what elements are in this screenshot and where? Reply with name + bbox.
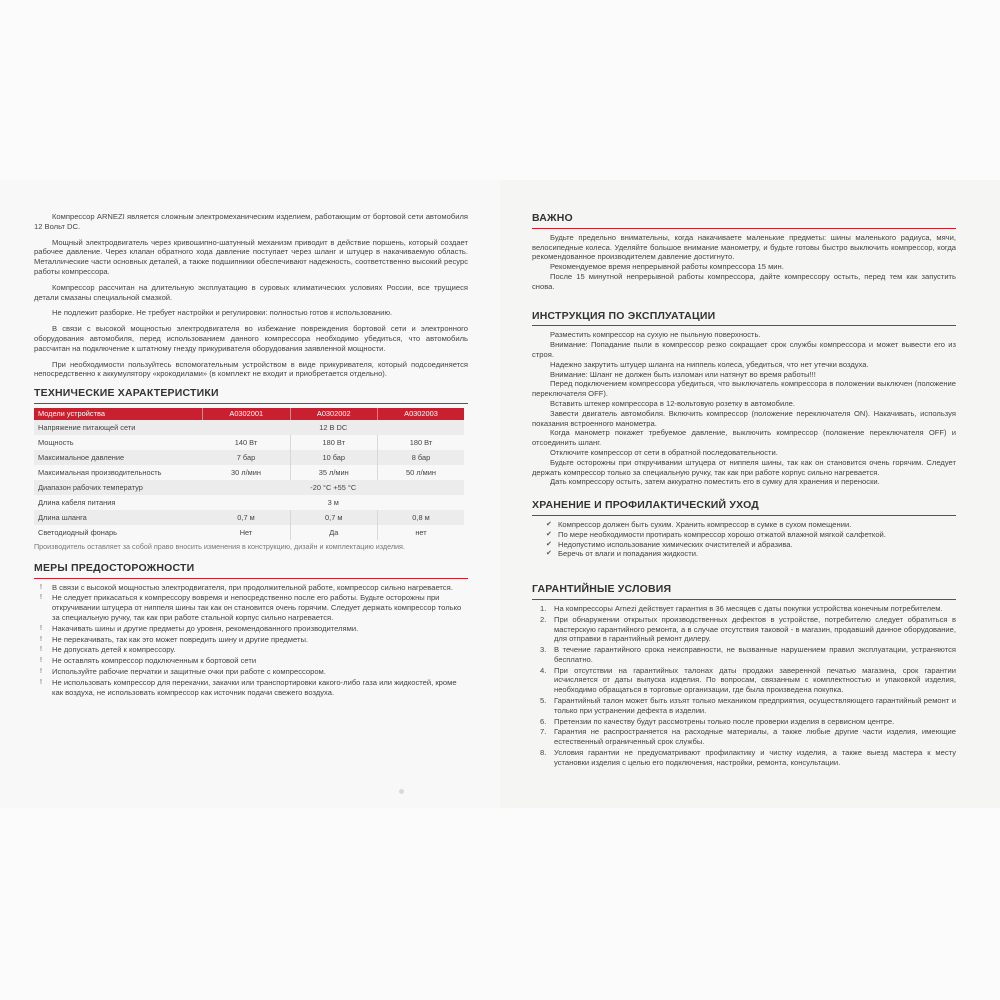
specs-header-cell: Модели устройства: [34, 408, 203, 420]
intro-paragraph: Компрессор рассчитан на длительную эксплуатацию в суровых климатических условиях России, все трущиеся детали смазаны специальной смазкой.: [34, 282, 468, 302]
specs-value: 50 л/мин: [406, 467, 436, 477]
warranty-item: [532, 604, 956, 614]
instruction-step: Когда манометр покажет требуемое давление, выключить компрессор (положение переключателя OFF) и отсоединить шланг.: [532, 428, 956, 448]
specs-label: Диапазон рабочих температур: [34, 480, 203, 495]
caution-text: Не перекачивать, так как это может повредить шину и другие предметы.: [52, 634, 309, 644]
instructions-heading: ИНСТРУКЦИЯ ПО ЭКСПЛУАТАЦИИ: [532, 312, 956, 327]
specs-label: Длина шланга: [34, 510, 203, 525]
caution-item: [34, 593, 468, 622]
checkmark-icon: ✔: [546, 550, 552, 558]
caution-item: [34, 624, 468, 634]
warranty-item: [532, 696, 956, 716]
specs-value: 7 бар: [203, 450, 291, 465]
caution-item: [34, 678, 468, 698]
specs-row: [34, 465, 464, 480]
specs-value: 180 Вт: [409, 437, 433, 447]
instruction-step: Внимание: Шланг не должен быть изломан или натянут во время работы!!!: [550, 369, 816, 379]
specs-label: Максимальная производительность: [38, 467, 162, 477]
specs-row: [34, 450, 464, 465]
storage-heading: ХРАНЕНИЕ И ПРОФИЛАКТИЧЕСКИЙ УХОД: [532, 501, 956, 516]
storage-text: По мере необходимости протирать компрессор хорошо отжатой влажной мягкой салфеткой.: [558, 529, 886, 539]
left-page: [34, 212, 468, 698]
caution-item: [34, 645, 468, 655]
checkmark-icon: ✔: [546, 530, 552, 538]
specs-row: [34, 495, 464, 510]
intro-paragraph: Мощный электродвигатель через кривошипно-шатунный механизм приводит в действие поршень, который создает рабочее давление. Через клапан обратного хода давление поступает через шланг и штуцер в накачиваемую область. Металлические части основных деталей, а также подшипники обеспечивают надежность, соответственно высокий ресурс работы компрессора.: [34, 237, 468, 276]
specs-value: 10 бар: [290, 450, 378, 465]
checkmark-icon: ✔: [546, 520, 552, 528]
warranty-text: Претензии по качеству будут рассмотрены только после проверки изделия в сервисном центре.: [554, 716, 895, 726]
warranty-number: 6.: [540, 716, 547, 726]
caution-item: [34, 667, 468, 677]
storage-text: Недопустимо использование химических очистителей и абразива.: [558, 539, 793, 549]
instruction-step: Будьте осторожны при откручивании штуцера от ниппеля шины, так как он становится очень горячим. Следует держать компрессор только за специальную ручку, так как при работе корпус сильно нагревается.: [532, 457, 956, 477]
background-bottom: [0, 808, 1000, 1000]
instruction-step: Дать компрессору остыть, затем аккуратно поместить его в сумку для хранения и переноски.: [550, 477, 880, 487]
warranty-list: [532, 604, 956, 768]
specs-row: [34, 480, 464, 495]
caution-text: Не использовать компрессор для перекачки, закачки или транспортировки какого-либо газа или жидкостей, кроме как воздуха, не использовать компрессор как источник подачи свежего воздуха.: [52, 677, 457, 697]
warranty-text: В течение гарантийного срока неисправности, не вызванные нарушением правил эксплуатации, устраняются бесплатно.: [554, 645, 956, 664]
right-page: [532, 214, 956, 769]
specs-value: 35 л/мин: [290, 465, 378, 480]
instruction-step: Вставить штекер компрессора в 12-вольтовую розетку в автомобиле.: [550, 398, 796, 408]
intro-section: [34, 212, 468, 379]
caution-item: [34, 656, 468, 666]
specs-label: Светодиодный фонарь: [38, 527, 117, 537]
caution-list: [34, 583, 468, 698]
storage-item: [532, 520, 956, 530]
specs-header-cell: A0302003: [378, 408, 465, 420]
storage-text: Беречь от влаги и попадания жидкости.: [558, 549, 699, 559]
warranty-text: Гарантия не распространяется на расходные материалы, а также любые другие части изделия, имеющие естественный ограниченный срок службы.: [554, 727, 956, 747]
specs-note: Производитель оставляет за собой право вносить изменения в конструкцию, дизайн и комплектацию изделия.: [34, 541, 405, 551]
caution-text: Не оставлять компрессор подключенным к бортовой сети: [52, 656, 257, 666]
specs-heading: ТЕХНИЧЕСКИЕ ХАРАКТЕРИСТИКИ: [34, 389, 468, 404]
specs-value: 180 Вт: [290, 435, 378, 450]
important-paragraph: После 15 минутной непрерывной работы компрессора, дайте компрессору остыть, перед тем как запустить снова.: [532, 271, 956, 291]
specs-value: 8 бар: [378, 450, 465, 465]
specs-value: Да: [290, 525, 378, 540]
warranty-number: 8.: [540, 748, 547, 758]
exclamation-icon: !: [40, 583, 42, 591]
instruction-step: Перед подключением компрессора убедиться, что выключатель компрессора в положении выключен (положение переключателя OFF).: [532, 379, 956, 399]
instructions-section: [532, 330, 956, 487]
specs-header-cell: A0302002: [290, 408, 378, 420]
specs-value: нет: [415, 527, 427, 537]
warranty-item: [532, 645, 956, 665]
important-paragraph: Будьте предельно внимательны, когда накачиваете маленькие предметы: шины маленького радиуса, мячи, велосипедные колеса. Уделяйте большое внимание манометру, и будьте готовы быстро выключить компрессор, когда рекомендованное производителем давление достигнуто.: [532, 232, 956, 262]
storage-text: Компрессор должен быть сухим. Хранить компрессор в сумке в сухом помещении.: [558, 519, 852, 529]
caution-text: Накачивать шины и другие предметы до уровня, рекомендованного производителями.: [52, 623, 359, 633]
instruction-step: Завести двигатель автомобиля. Включить компрессор (положение переключателя ON). Накачивать, используя показания встроенного манометра.: [532, 408, 956, 428]
caution-item: [34, 635, 468, 645]
instruction-step: Внимание: Попадание пыли в компрессор резко сокращает срок службы компрессора и может вывести его из строя.: [532, 340, 956, 359]
specs-label: Максимальное давление: [34, 450, 203, 465]
caution-heading: МЕРЫ ПРЕДОСТОРОЖНОСТИ: [34, 564, 468, 579]
storage-item: [532, 530, 956, 540]
specs-row: [34, 435, 464, 450]
warranty-item: [532, 727, 956, 747]
warranty-text: Гарантийный талон может быть изъят только механиком предприятия, осуществляющего гарантийный ремонт и только при устранении дефекта в изделии.: [554, 696, 956, 715]
specs-label: Напряжение питающей сети: [34, 420, 203, 435]
caution-text: Не следует прикасаться к компрессору вовремя и непосредственно после его работы. Будьте осторожны при откручивании штуцера от ниппеля шины так как он становится очень горячим. Следует держать компрессор только за специальную ручку, так как при работе стальной корпус сильно нагревается.: [52, 593, 462, 622]
warranty-heading: ГАРАНТИЙНЫЕ УСЛОВИЯ: [532, 585, 956, 600]
warranty-text: Условия гарантии не предусматривают профилактику и чистку изделия, а также выезд мастера к месту установки изделия с целью его подключения, настройки, ремонта, консультации.: [554, 748, 956, 767]
exclamation-icon: !: [40, 594, 42, 602]
warranty-text: На компрессоры Arnezi действует гарантия в 36 месяцев с даты покупки устройства конечным потребителем.: [554, 603, 943, 613]
warranty-item: [532, 615, 956, 644]
instruction-step: Надежно закрутить штуцер шланга на ниппель колеса, убедиться, что нет утечки воздуха.: [550, 359, 869, 369]
intro-paragraph: В связи с высокой мощностью электродвигателя во избежание повреждения бортовой сети и электронного оборудования автомобиля, перед использованием данного компрессора необходимо убедиться, что автомобиль рассчитан на подключение к штатному гнезду прикуривателя оборудования заявленной мощности.: [34, 324, 468, 353]
warranty-number: 2.: [540, 614, 547, 624]
specs-header-cell: A0302001: [203, 408, 291, 420]
instruction-step: Разместить компрессор на сухую не пыльную поверхность.: [550, 330, 761, 340]
specs-row: [34, 420, 464, 435]
exclamation-icon: !: [40, 657, 42, 665]
intro-paragraph: Компрессор ARNEZI является сложным электромеханическим изделием, работающим от бортовой сети автомобиля 12 Вольт DC.: [34, 212, 468, 231]
exclamation-icon: !: [40, 646, 42, 654]
background-top: [0, 0, 1000, 180]
caution-text: Используйте рабочие перчатки и защитные очки при работе с компрессором.: [52, 666, 326, 676]
exclamation-icon: !: [40, 624, 42, 632]
storage-item: [532, 549, 956, 559]
specs-value: 12 В DC: [203, 420, 465, 435]
important-paragraph: Рекомендуемое время непрерывной работы компрессора 15 мин.: [550, 262, 784, 272]
specs-value: 30 л/мин: [203, 465, 291, 480]
caution-text: Не допускать детей к компрессору.: [52, 645, 176, 655]
page-dot: [399, 789, 404, 794]
exclamation-icon: !: [40, 667, 42, 675]
warranty-item: [532, 666, 956, 695]
specs-value: 0,8 м: [378, 510, 465, 525]
warranty-number: 1.: [540, 603, 547, 613]
specs-table: [34, 408, 464, 540]
intro-paragraph: Не подлежит разборке. Не требует настройки и регулировки: полностью готов к использованию.: [52, 308, 393, 318]
warranty-number: 4.: [540, 665, 547, 675]
specs-value: 0,7 м: [290, 510, 378, 525]
storage-item: [532, 540, 956, 550]
intro-paragraph: При необходимости пользуйтесь вспомогательным устройством в виде прикуривателя, который подсоединяется непосредственно к аккумулятору «крокодилами» (в комплект не входит и приобретается отдельно).: [34, 359, 468, 379]
specs-label: Длина кабеля питания: [38, 497, 116, 507]
specs-label: Мощность: [38, 437, 74, 447]
specs-value: -20 °С +55 °С: [203, 480, 465, 495]
warranty-number: 7.: [540, 727, 547, 737]
important-section: [532, 233, 956, 292]
specs-value: Нет: [203, 525, 291, 540]
specs-header-row: [34, 408, 464, 420]
caution-item: [34, 583, 468, 593]
warranty-item: [532, 717, 956, 727]
specs-value: 140 Вт: [203, 435, 291, 450]
warranty-item: [532, 748, 956, 768]
specs-value: 3 м: [327, 497, 339, 507]
specs-value: 0,7 м: [203, 510, 291, 525]
exclamation-icon: !: [40, 635, 42, 643]
specs-row: [34, 510, 464, 525]
instruction-step: Отключите компрессор от сети в обратной последовательности.: [550, 447, 778, 457]
specs-row: [34, 525, 464, 540]
warranty-text: При обнаружении открытых производственных дефектов в устройстве, потребителю следует обратиться в мастерскую гарантийного ремонта, а в случае отсутствия таковой - в магазин, продавший данное оборудование, для отправки в гарантийный ремонт дилеру.: [554, 614, 956, 644]
warranty-number: 3.: [540, 645, 547, 655]
caution-text: В связи с высокой мощностью электродвигателя, при продолжительной работе, компрессор сильно нагревается.: [52, 582, 453, 592]
important-heading: ВАЖНО: [532, 214, 956, 229]
exclamation-icon: !: [40, 678, 42, 686]
storage-list: [532, 520, 956, 559]
warranty-text: При отсутствии на гарантийных талонах даты продажи заверенной печатью магазина, срок гарантии исчисляется от даты выпуска изделия. По вопросам, связанным с комплектностью и упаковкой изделия, необходимо обращаться в торговые организации, где была произведена покупка.: [554, 665, 956, 695]
warranty-number: 5.: [540, 696, 547, 706]
checkmark-icon: ✔: [546, 540, 552, 548]
